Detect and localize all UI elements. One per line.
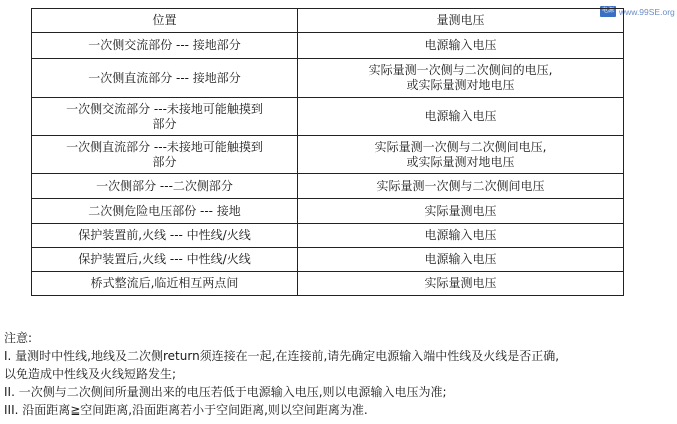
table-body xyxy=(32,33,624,296)
table-row xyxy=(32,33,624,59)
table-row xyxy=(32,199,624,224)
table-row xyxy=(32,248,624,272)
voltage-cell: 实际量测一次侧与二次侧间的电压, 或实际量测对地电压 xyxy=(298,59,624,98)
voltage-cell: 电源输入电压 xyxy=(298,33,624,59)
location-cell: 一次侧交流部分 ---未接地可能触摸到 部分 xyxy=(32,98,298,136)
column-header-voltage: 量测电压 xyxy=(298,9,624,33)
watermark-logo: 电源 xyxy=(600,6,616,17)
table-row xyxy=(32,59,624,98)
voltage-cell: 电源输入电压 xyxy=(298,98,624,136)
location-cell: 一次侧部分 ---二次侧部分 xyxy=(32,174,298,199)
location-cell: 保护装置后,火线 --- 中性线/火线 xyxy=(32,248,298,272)
voltage-cell: 实际量测电压 xyxy=(298,272,624,296)
table-row xyxy=(32,272,624,296)
table-row xyxy=(32,174,624,199)
voltage-cell: 电源输入电压 xyxy=(298,224,624,248)
table-row xyxy=(32,98,624,136)
location-cell: 桥式整流后,临近相互两点间 xyxy=(32,272,298,296)
table-header-row xyxy=(32,9,624,33)
notes-title: 注意: xyxy=(4,331,33,345)
voltage-cell: 实际量测一次侧与二次侧间电压 xyxy=(298,174,624,199)
location-cell: 保护装置前,火线 --- 中性线/火线 xyxy=(32,224,298,248)
note-item-1: I. 量测时中性线,地线及二次侧return须连接在一起,在连接前,请先确定电源输入端中性线及火线是否正确, 以免造成中性线及火线短路发生; xyxy=(4,349,560,381)
voltage-measurement-table xyxy=(31,8,624,296)
voltage-cell: 实际量测电压 xyxy=(298,199,624,224)
table-row xyxy=(32,224,624,248)
location-cell: 一次侧交流部份 --- 接地部分 xyxy=(32,33,298,59)
table-row xyxy=(32,136,624,174)
notes-section xyxy=(4,329,676,419)
column-header-location: 位置 xyxy=(32,9,298,33)
voltage-cell: 电源输入电压 xyxy=(298,248,624,272)
location-cell: 一次侧直流部分 ---未接地可能触摸到 部分 xyxy=(32,136,298,174)
location-cell: 二次侧危险电压部份 --- 接地 xyxy=(32,199,298,224)
voltage-cell: 实际量测一次侧与二次侧间电压, 或实际量测对地电压 xyxy=(298,136,624,174)
location-cell: 一次侧直流部分 --- 接地部分 xyxy=(32,59,298,98)
watermark-text: www.99SE.org xyxy=(619,6,675,17)
note-item-2: II. 一次侧与二次侧间所量测出来的电压若低于电源输入电压,则以电源输入电压为准; xyxy=(4,385,447,399)
note-item-3: III. 沿面距离≧空间距离,沿面距离若小于空间距离,则以空间距离为准. xyxy=(4,403,368,417)
